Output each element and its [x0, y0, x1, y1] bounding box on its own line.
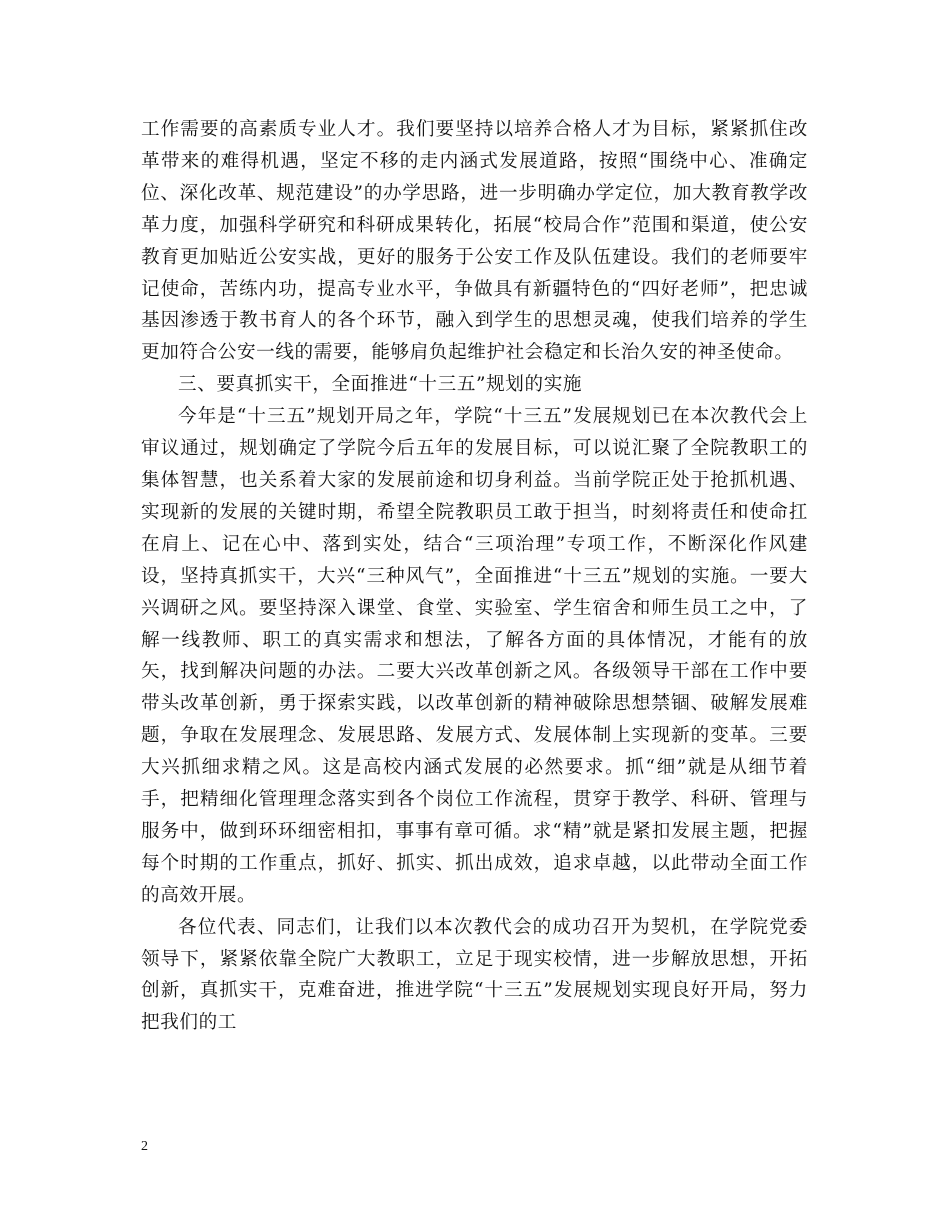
paragraph: 今年是“十三五”规划开局之年，学院“十三五”发展规划已在本次教代会上审议通过，规划确定了学院今后五年的发展目标，可以说汇聚了全院教职工的集体智慧，也关系着大家的发展前途和切身利益。当前学院正处于抢抓机遇、实现新的发展的关键时期，希望全院教职员工敢于担当，时刻将责任和使命扛在肩上、记在心中、落到实处，结合“三项治理”专项工作，不断深化作风建设，坚持真抓实干，大兴“三种风气”，全面推进“十三五”规划的实施。一要大兴调研之风。要坚持深入课堂、食堂、实验室、学生宿舍和师生员工之中，了解一线教师、职工的真实需求和想法，了解各方面的具体情况，才能有的放矢，找到解决问题的办法。二要大兴改革创新之风。各级领导干部在工作中要带头改革创新，勇于探索实践，以改革创新的精神破除思想禁锢、破解发展难题，争取在发展理念、发展思路、发展方式、发展体制上实现新的变革。三要大兴抓细求精之风。这是高校内涵式发展的必然要求。抓“细”就是从细节着手，把精细化管理理念落实到各个岗位工作流程，贯穿于教学、科研、管理与服务中，做到环环细密相扣，事事有章可循。求“精”就是紧扣发展主题，把握每个时期的工作重点，抓好、抓实、抓出成效，追求卓越，以此带动全面工作的高效开展。 — [141, 406, 808, 906]
body-text — [141, 114, 808, 1039]
page-number: 2 — [141, 1139, 148, 1154]
paragraph-continued: 工作需要的高素质专业人才。我们要坚持以培养合格人才为目标，紧紧抓住改革带来的难得机遇，坚定不移的走内涵式发展道路，按照“围绕中心、准确定位、深化改革、规范建设”的办学思路，进一步明确办学定位，加大教育教学改革力度，加强科学研究和科研成果转化，拓展“校局合作”范围和渠道，使公安教育更加贴近公安实战，更好的服务于公安工作及队伍建设。我们的老师要牢记使命，苦练内功，提高专业水平，争做具有新疆特色的“四好老师”，把忠诚基因渗透于教书育人的各个环节，融入到学生的思想灵魂，使我们培养的学生更加符合公安一线的需要，能够肩负起维护社会稳定和长治久安的神圣使命。 — [141, 119, 808, 364]
paragraph: 各位代表、同志们，让我们以本次教代会的成功召开为契机，在学院党委领导下，紧紧依靠全院广大教职工，立足于现实校情，进一步解放思想，开拓创新，真抓实干，克难奋进，推进学院“十三五”发展规划实现良好开局，努力把我们的工 — [141, 916, 808, 1034]
section-heading: 三、要真抓实干，全面推进“十三五”规划的实施 — [178, 374, 583, 396]
